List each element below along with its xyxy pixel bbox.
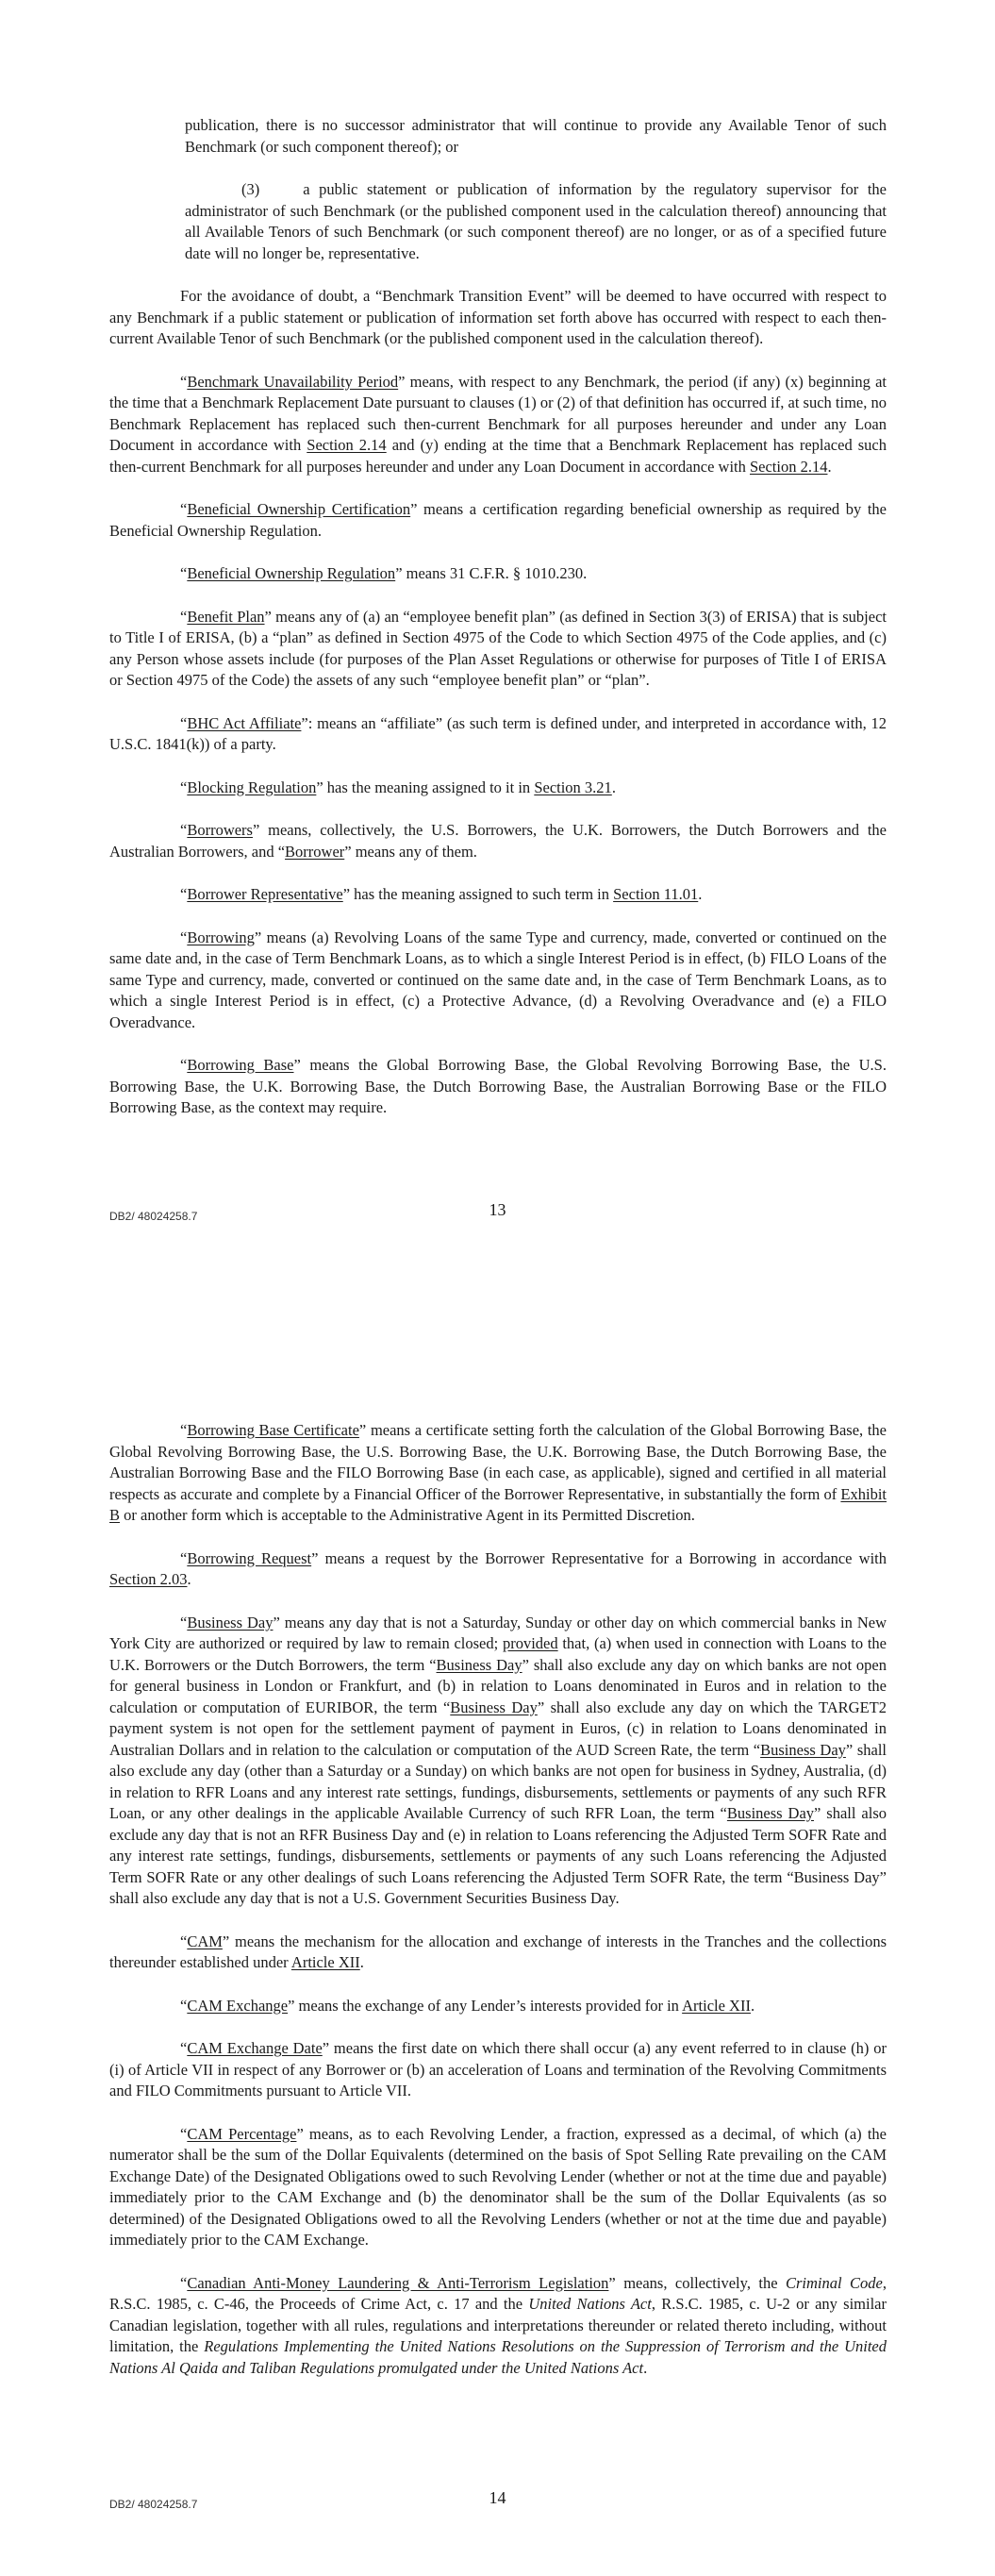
- defined-term: Borrowing Base: [187, 1056, 294, 1074]
- defined-term: Borrowing Base Certificate: [187, 1421, 359, 1439]
- defined-term: Borrower: [285, 842, 345, 861]
- page-13-body: [109, 115, 887, 1141]
- defined-term: Borrower Representative: [187, 885, 343, 903]
- definition-benefit-plan: “Benefit Plan” means any of (a) an “employee benefit plan” (as defined in Section 3(3) of ERISA) that is subject to Title I of ERISA, (b) a “plan” as defined in Section 4975 of the Code to which Section 4975 of the Code applies, and (c) any Person whose assets include (for purposes of the Plan Asset Regulations or otherwise for purposes of Title I of ERISA or Section 4975 of the Code) the assets of any such “employee benefit plan” or “plan”.: [109, 607, 887, 689]
- definition-canadian-aml-legislation: “Canadian Anti-Money Laundering & Anti-Terrorism Legislation” means, collectively, the Criminal Code, R.S.C. 1985, c. C-46, the Proceeds of Crime Act, c. 17 and the United Nations Act, R.S.C. 1985, c. U-2 or any similar Canadian legislation, together with all rules, regulations and interpretations thereunder or related thereto including, without limitation, the Regulations Implementing the United Nations Resolutions on the Suppression of Terrorism and the United Nations Al Qaida and Taliban Regulations promulgated under the United Nations Act.: [109, 2273, 887, 2377]
- defined-term: Business Day: [726, 1804, 815, 1822]
- definition-borrowers: “Borrowers” means, collectively, the U.S. Borrowers, the U.K. Borrowers, the Dutch Borrowers and the Australian Borrowers, and “Borrower” means any of them.: [109, 821, 887, 861]
- defined-term: Beneficial Ownership Certification: [187, 500, 411, 518]
- section-reference: Section 3.21: [534, 778, 612, 796]
- defined-term: Business Day: [450, 1698, 538, 1716]
- definition-bhc-act-affiliate: “BHC Act Affiliate”: means an “affiliate” (as such term is defined under, and interpreted in accordance with, 12 U.S.C. 1841(k)) of a party.: [109, 713, 887, 753]
- section-reference: Section 11.01: [613, 885, 699, 903]
- defined-term: BHC Act Affiliate: [187, 713, 302, 732]
- page-14-body: [109, 1420, 887, 2400]
- document-id: DB2/ 48024258.7: [109, 2498, 198, 2511]
- defined-term: Borrowers: [187, 821, 253, 839]
- definition-blocking-regulation: “Blocking Regulation” has the meaning assigned to it in Section 3.21.: [180, 778, 616, 796]
- definition-borrowing: “Borrowing” means (a) Revolving Loans of the same Type and currency, made, converted or continued on the same date and, in the case of Term Benchmark Loans, as to which a single Interest Period is in effect, (b) FILO Loans of the same Type and currency, made, converted or continued on the same date and, in the case of Term Benchmark Loans, as to which a single Interest Period is in effect, (c) a Protective Advance, (d) a Revolving Overadvance and (e) a FILO Overadvance.: [109, 928, 887, 1031]
- section-reference: Section 2.14: [307, 436, 387, 454]
- defined-term: Benefit Plan: [187, 607, 265, 626]
- definition-business-day: “Business Day” means any day that is not a Saturday, Sunday or other day on which commercial banks in New York City are authorized or required by law to remain closed; provided that, (a) when used in connection with Loans to the U.K. Borrowers or the Dutch Borrowers, the term “Business Day” shall also exclude any day on which banks are not open for general business in London or Frankfurt, and (b) in relation to Loans denominated in Euros and in relation to the calculation or computation of EURIBOR, the term “Business Day” shall also exclude any day on which the TARGET2 payment system is not open for the settlement payment of payment in Euros, (c) in relation to Loans denominated in Australian Dollars and in relation to the calculation or computation of the AUD Screen Rate, the term “Business Day” shall also exclude any day (other than a Saturday or a Sunday) on which banks are not open for business in Sydney, Australia, (d) in relation to RFR Loans and any interest rate settings, fundings, disbursements, settlements or payments of any such RFR Loan, or any other dealings in the applicable Available Currency of such RFR Loan, the term “Business Day” shall also exclude any day that is not an RFR Business Day and (e) in relation to Loans referencing the Adjusted Term SOFR Rate and any interest rate settings, fundings, disbursements, settlements or payments of any such Loans referencing the Adjusted Term SOFR Rate or any other dealings of such Loans referencing the Adjusted Term SOFR Rate, the term “Business Day” shall also exclude any day that is not a U.S. Government Securities Business Day.: [109, 1613, 887, 1907]
- page-number: 14: [489, 2488, 506, 2507]
- defined-term: Business Day: [436, 1655, 522, 1674]
- definition-beneficial-ownership-certification: “Beneficial Ownership Certification” means a certification regarding beneficial ownership as required by the Beneficial Ownership Regulation.: [109, 500, 887, 540]
- defined-term: CAM: [187, 1932, 223, 1950]
- definition-borrowing-base: “Borrowing Base” means the Global Borrowing Base, the Global Revolving Borrowing Base, the U.S. Borrowing Base, the U.K. Borrowing Base, the Dutch Borrowing Base, the Australian Borrowing Base or the FILO Borrowing Base, as the context may require.: [109, 1056, 887, 1116]
- clause-3: (3) a public statement or publication of information by the regulatory supervisor for the administrator of such Benchmark (or the published component used in the calculation thereof) announcing that all Available Tenors of such Benchmark (or such component thereof) are no longer, or as of a specified future date will no longer be, representative.: [185, 180, 887, 262]
- definition-benchmark-unavailability-period: “Benchmark Unavailability Period” means, with respect to any Benchmark, the period (if any) (x) beginning at the time that a Benchmark Replacement Date pursuant to clauses (1) or (2) of that definition has occurred if, at such time, no Benchmark Replacement has replaced such then-current Benchmark for all purposes hereunder and under any Loan Document in accordance with Section 2.14 and (y) ending at the time that a Benchmark Replacement has replaced such then-current Benchmark for all purposes hereunder and under any Loan Document in accordance with Section 2.14.: [109, 372, 887, 476]
- statute-name: Regulations Implementing the United Nations Resolutions on the Suppression of Terrorism and the United Nations Al Qaida and Taliban Regulations promulgated under the United Nations Act: [109, 2337, 887, 2377]
- definition-borrowing-base-certificate: “Borrowing Base Certificate” means a certificate setting forth the calculation of the Global Borrowing Base, the Global Revolving Borrowing Base, the U.S. Borrowing Base, the U.K. Borrowing Base, the Dutch Borrowing Base, the Australian Borrowing Base and the FILO Borrowing Base (in each case, as applicable), signed and certified in all material respects as accurate and complete by a Financial Officer of the Borrower Representative, in substantially the form of Exhibit B or another form which is acceptable to the Administrative Agent in its Permitted Discretion.: [109, 1421, 887, 1524]
- defined-term: Business Day: [760, 1740, 846, 1759]
- definition-borrowing-request: “Borrowing Request” means a request by the Borrower Representative for a Borrowing in accordance with Section 2.03.: [109, 1548, 887, 1588]
- page-14: [0, 1288, 995, 2576]
- document-id: DB2/ 48024258.7: [109, 1210, 198, 1223]
- exhibit-reference: Exhibit B: [109, 1484, 887, 1524]
- statute-name: Criminal Code: [786, 2273, 883, 2292]
- definition-cam: “CAM” means the mechanism for the allocation and exchange of interests in the Tranches and the collections thereunder established under Article XII.: [109, 1932, 887, 1971]
- provided-term: provided: [502, 1634, 558, 1652]
- clause-2-continuation: publication, there is no successor administrator that will continue to provide any Available Tenor of such Benchmark (or such component thereof); or: [185, 116, 887, 156]
- definition-borrower-representative: “Borrower Representative” has the meaning assigned to such term in Section 11.01.: [180, 885, 703, 903]
- clause-number: (3): [241, 180, 260, 198]
- statute-name: United Nations Act: [528, 2295, 652, 2313]
- article-reference: Article XII: [682, 1996, 751, 2015]
- definition-cam-exchange-date: “CAM Exchange Date” means the first date on which there shall occur (a) any event referred to in clause (h) or (i) of Article VII in respect of any Borrower or (b) an acceleration of Loans and termination of the Revolving Commitments and FILO Commitments pursuant to Article VII.: [109, 2039, 887, 2099]
- definition-beneficial-ownership-regulation: “Beneficial Ownership Regulation” means 31 C.F.R. § 1010.230.: [180, 564, 588, 582]
- defined-term: Business Day: [187, 1613, 274, 1631]
- defined-term: Blocking Regulation: [187, 778, 317, 796]
- defined-term: Beneficial Ownership Regulation: [187, 564, 396, 582]
- defined-term: Canadian Anti-Money Laundering & Anti-Terrorism Legislation: [187, 2273, 609, 2292]
- defined-term: CAM Exchange Date: [187, 2039, 323, 2057]
- article-reference: Article XII: [290, 1953, 360, 1971]
- definition-cam-exchange: “CAM Exchange” means the exchange of any Lender’s interests provided for in Article XII.: [180, 1996, 755, 2015]
- section-reference: Section 2.03: [109, 1570, 188, 1588]
- defined-term: Borrowing: [187, 928, 255, 946]
- avoidance-of-doubt-paragraph: For the avoidance of doubt, a “Benchmark Transition Event” will be deemed to have occurred with respect to any Benchmark if a public statement or publication of information set forth above has occurred with respect to each then-current Available Tenor of such Benchmark (or the published component used in the calculation thereof).: [109, 287, 887, 347]
- defined-term: CAM Percentage: [187, 2124, 297, 2143]
- section-reference: Section 2.14: [749, 457, 828, 476]
- defined-term: Benchmark Unavailability Period: [187, 372, 399, 391]
- page-number: 13: [489, 1200, 506, 1219]
- defined-term: Borrowing Request: [187, 1548, 312, 1567]
- defined-term: CAM Exchange: [187, 1996, 289, 2015]
- definition-cam-percentage: “CAM Percentage” means, as to each Revolving Lender, a fraction, expressed as a decimal, of which (a) the numerator shall be the sum of the Dollar Equivalents (determined on the basis of Spot Selling Rate prevailing on the CAM Exchange Date) of the Designated Obligations owed to such Revolving Lender (whether or not at the time due and payable) immediately prior to the CAM Exchange and (b) the denominator shall be the sum of the Dollar Equivalents (as so determined) of the Designated Obligations owed to all the Revolving Lenders (whether or not at the time due and payable) immediately prior to the CAM Exchange.: [109, 2124, 887, 2249]
